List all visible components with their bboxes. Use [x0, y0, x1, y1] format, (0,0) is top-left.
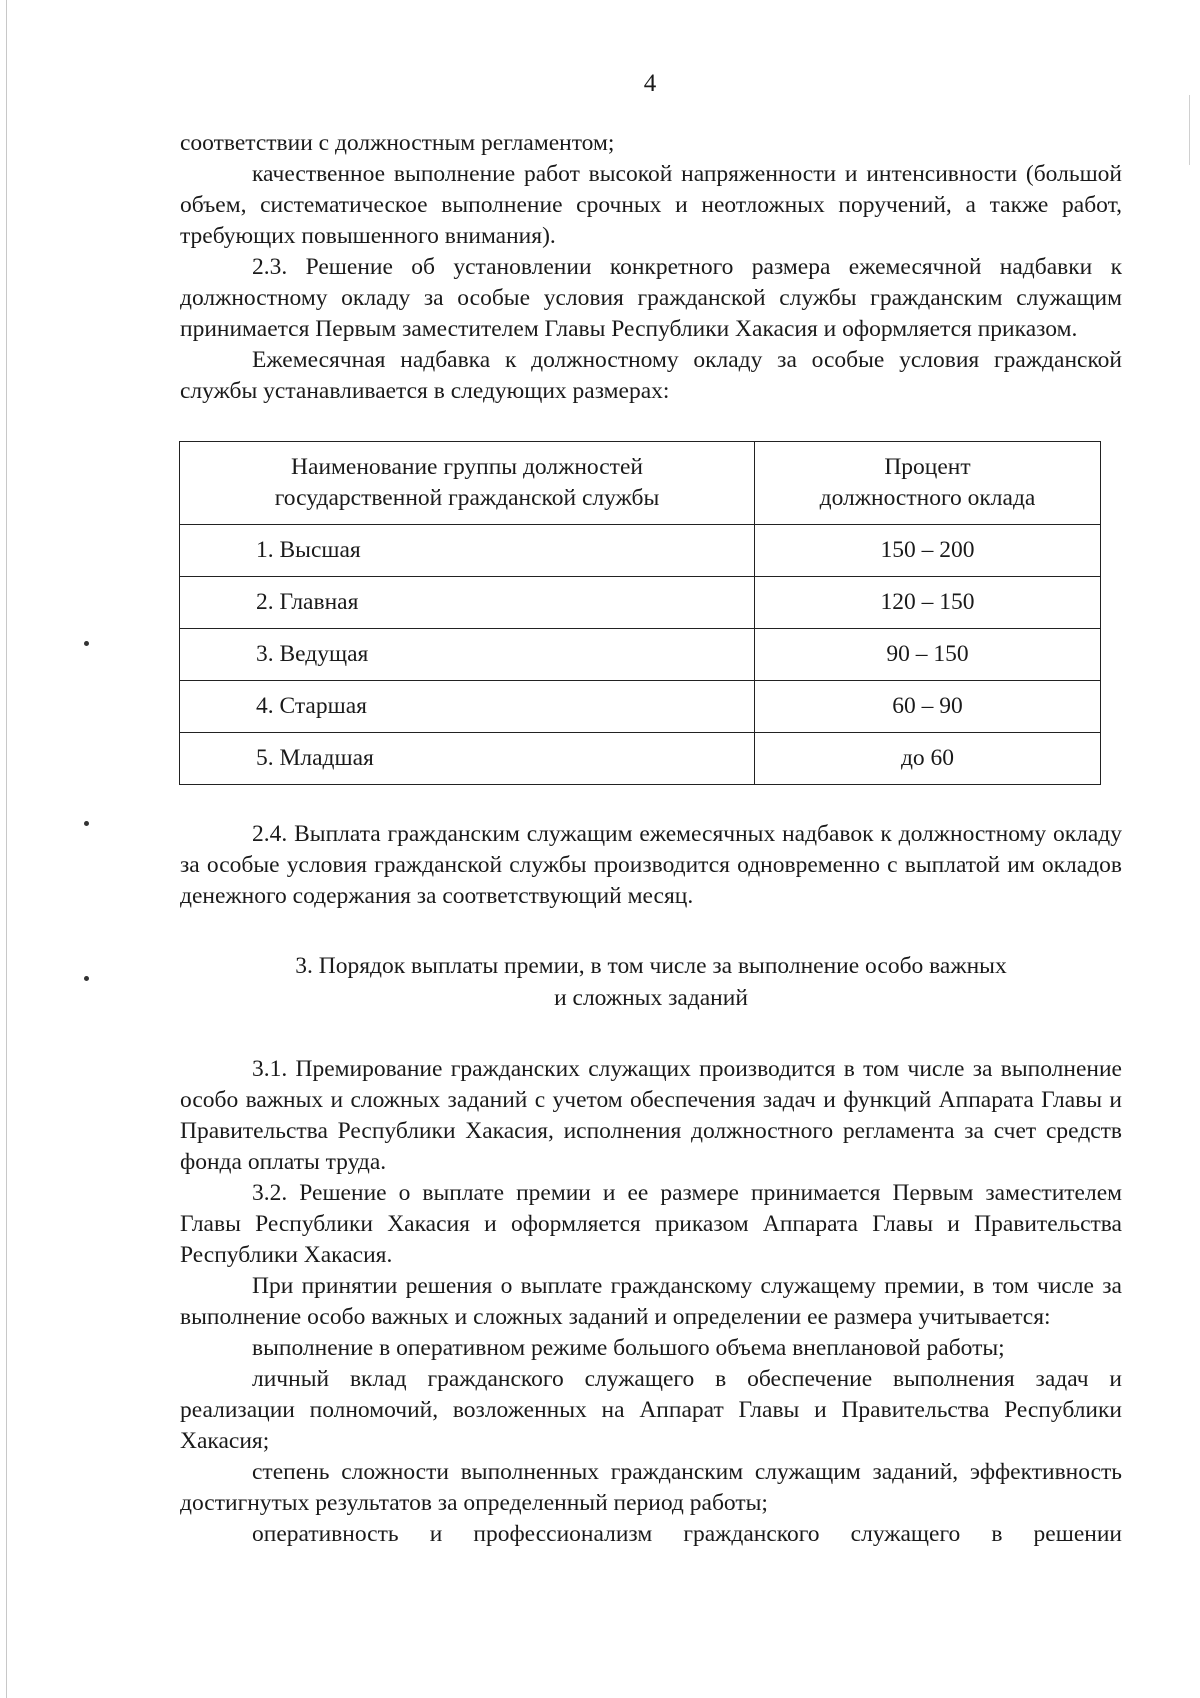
paragraph: Ежемесячная надбавка к должностному окладу за особые условия гражданской службы устанавливается в следующих размерах: [180, 347, 1122, 404]
allowance-table [179, 441, 1101, 785]
group-name-cell: 3. Ведущая [180, 629, 755, 681]
section-3-title [180, 950, 1122, 1014]
paragraph: При принятии решения о выплате гражданскому служащему премии, в том числе за выполнение особо важных и сложных заданий и определении ее размера учитывается: [180, 1273, 1122, 1330]
paragraph: оперативность и профессионализм гражданского служащего в решении [252, 1521, 1122, 1547]
percent-cell: 120 – 150 [755, 577, 1101, 629]
column-header-group-line: Наименование группы должностей [291, 454, 643, 480]
paragraph: 2.3. Решение об установлении конкретного размера ежемесячной надбавки к должностному окладу за особые условия гражданской службы гражданским служащим принимается Первым заместителем Главы Республики Хакасия и оформляется приказом. [180, 254, 1122, 342]
group-name-cell: 4. Старшая [180, 681, 755, 733]
document-body [180, 128, 1122, 1550]
scan-left-edge [6, 0, 7, 1698]
scan-mark [84, 641, 89, 646]
paragraph: качественное выполнение работ высокой напряженности и интенсивности (большой объем, систематическое выполнение срочных и неотложных поручений, а также работ, требующих повышенного внимания). [180, 161, 1122, 249]
percent-cell: до 60 [755, 733, 1101, 785]
paragraph: выполнение в оперативном режиме большого объема внеплановой работы; [252, 1335, 1005, 1361]
column-header-group-line: государственной гражданской службы [274, 485, 660, 511]
table-row [180, 525, 1101, 577]
paragraph: личный вклад гражданского служащего в обеспечение выполнения задач и реализации полномочий, возложенных на Аппарат Главы и Правительства Республики Хакасия; [180, 1366, 1122, 1454]
group-name-cell: 1. Высшая [180, 525, 755, 577]
scan-mark [84, 821, 89, 826]
paragraph-2-4: 2.4. Выплата гражданским служащим ежемесячных надбавок к должностному окладу за особые условия гражданской службы производится одновременно с выплатой им окладов денежного содержания за соответствующий месяц. [180, 821, 1122, 909]
paragraph: степень сложности выполненных гражданским служащим заданий, эффективность достигнутых результатов за определенный период работы; [180, 1459, 1122, 1516]
group-name-cell: 2. Главная [180, 577, 755, 629]
column-header-percent [755, 442, 1101, 525]
table-header-row [180, 442, 1101, 525]
paragraph: 3.2. Решение о выплате премии и ее размере принимается Первым заместителем Главы Республики Хакасия и оформляется приказом Аппарата Главы и Правительства Республики Хакасия. [180, 1180, 1122, 1268]
section-title-line: и сложных заданий [554, 985, 748, 1011]
table-row [180, 577, 1101, 629]
table-row [180, 681, 1101, 733]
percent-cell: 90 – 150 [755, 629, 1101, 681]
paragraph: 3.1. Премирование гражданских служащих производится в том числе за выполнение особо важных и сложных заданий с учетом обеспечения задач и функций Аппарата Главы и Правительства Республики Хакасия, исполнения должностного регламента за счет средств фонда оплаты труда. [180, 1056, 1122, 1175]
table-row [180, 733, 1101, 785]
table-row [180, 629, 1101, 681]
scan-right-edge [1189, 95, 1190, 165]
column-header-percent-line: Процент [884, 454, 971, 480]
section-title-line: 3. Порядок выплаты премии, в том числе за выполнение особо важных [295, 953, 1007, 979]
column-header-group [180, 442, 755, 525]
scan-mark [84, 976, 89, 981]
percent-cell: 60 – 90 [755, 681, 1101, 733]
paragraph: соответствии с должностным регламентом; [180, 130, 615, 156]
percent-cell: 150 – 200 [755, 525, 1101, 577]
page-number: 4 [643, 70, 657, 97]
column-header-percent-line: должностного оклада [819, 485, 1036, 511]
group-name-cell: 5. Младшая [180, 733, 755, 785]
